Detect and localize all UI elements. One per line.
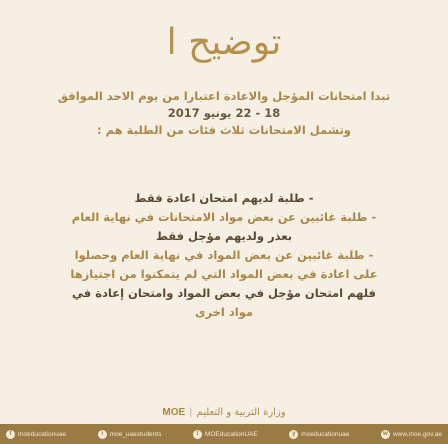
intro-line-1: تبدا امتحانات المؤجل والاعادة اعتبارا من يوم الاحد الموافق bbox=[57, 89, 391, 103]
twitter-icon: t bbox=[193, 430, 202, 439]
list-item-2-continued: بعذر ولديهم مؤجل فقط bbox=[155, 229, 293, 243]
list-item-3: - طلبة غائبين عن بعض المواد في نهاية العام وحصلوا bbox=[74, 248, 374, 262]
social-link-youtube[interactable] bbox=[289, 430, 349, 439]
social-footer bbox=[0, 424, 448, 444]
intro-dates: 18 - 22 يونيو 2017 bbox=[167, 106, 281, 120]
social-label: MOEducationUAE bbox=[204, 430, 258, 438]
list-item-3-continued-3: مواد اخرى bbox=[194, 305, 254, 319]
youtube-icon: y bbox=[289, 430, 298, 439]
brand-separator: | bbox=[189, 407, 193, 418]
facebook-icon: f bbox=[6, 430, 15, 439]
list-item-2: - طلبة غائبين عن بعض مواد الامتحانات في نهاية العام bbox=[71, 210, 377, 224]
ministry-branding bbox=[0, 407, 448, 418]
social-link-instagram[interactable] bbox=[98, 430, 162, 439]
web-icon: w bbox=[381, 430, 390, 439]
list-item-1: - طلبة لديهم امتحان اعادة فقط bbox=[134, 191, 314, 205]
social-link-website[interactable] bbox=[381, 430, 442, 439]
social-link-facebook[interactable] bbox=[6, 430, 66, 439]
social-label: moeducationuae bbox=[18, 430, 67, 438]
social-label: www.moe.gov.ae bbox=[392, 430, 442, 438]
student-categories-list bbox=[22, 190, 426, 323]
social-label: moe_uaestudents bbox=[109, 430, 162, 438]
intro-paragraph bbox=[22, 88, 426, 139]
page-title: توضيح ا bbox=[166, 22, 282, 63]
instagram-icon: i bbox=[98, 430, 107, 439]
social-link-twitter[interactable] bbox=[193, 430, 258, 439]
moe-logo-text: MOE bbox=[162, 407, 186, 418]
social-label: moeducationuae bbox=[301, 430, 350, 438]
intro-line-3: وتشمل الامتحانات ثلاث فئات من الطلبة هم : bbox=[97, 123, 351, 137]
list-item-3-continued-2: فلهم امتحان مؤجل في بعض المواد وامتحان إعادة في bbox=[72, 286, 376, 300]
list-item-3-continued-1: على اعادة في بعض المواد التي لم يتمكنوا من اجتيازها bbox=[70, 267, 378, 281]
ministry-name: وزارة التربية و التعليم bbox=[196, 407, 286, 418]
